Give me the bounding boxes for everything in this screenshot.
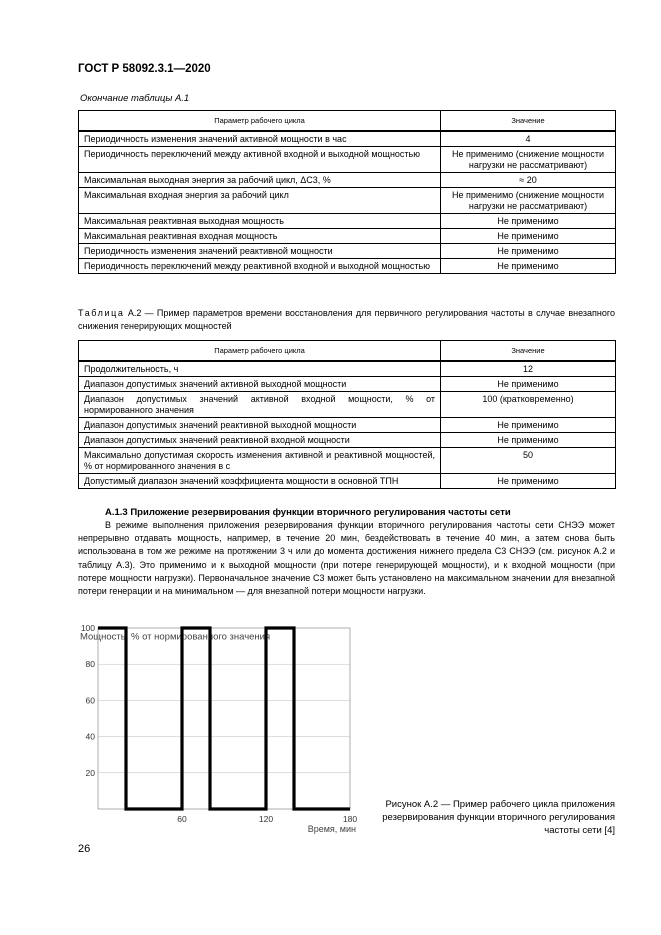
param-cell: Продолжительность, ч: [79, 361, 441, 377]
y-tick-label: 40: [85, 731, 95, 742]
value-cell: Не применимо: [441, 433, 616, 448]
value-cell: Не применимо: [441, 418, 616, 433]
chart-x-ticks: [177, 814, 357, 824]
value-cell: ≈ 20: [441, 173, 616, 188]
section-title: А.1.3 Приложение резервирования функции вторичного регулирования частоты сети: [105, 507, 511, 518]
document-id: ГОСТ Р 58092.3.1—2020: [78, 63, 211, 75]
table2-title: [78, 307, 615, 333]
table2-title-text: А.2 — Пример параметров времени восстановления для первичного регулирования частоты в случае внезапного снижения генерирующих мощностей: [78, 308, 615, 331]
table-row: [79, 361, 616, 377]
table2-header-value: Значение: [441, 341, 616, 362]
table-row: [79, 214, 616, 229]
param-cell: Диапазон допустимых значений активной выходной мощности: [79, 377, 441, 392]
table-row: [79, 377, 616, 392]
table2-label: Таблица: [78, 308, 125, 318]
table-row: [79, 433, 616, 448]
table-row: [79, 474, 616, 489]
table1-header-param: Параметр рабочего цикла: [79, 111, 441, 132]
table-row: [79, 229, 616, 244]
x-tick-label: 120: [258, 814, 274, 824]
x-tick-label: 60: [177, 814, 187, 824]
param-cell: Максимально допустимая скорость изменения активной и реактивной мощностей, % от нормированного значения в с: [79, 448, 441, 474]
table-row: [79, 244, 616, 259]
table-row: [79, 188, 616, 214]
y-tick-label: 80: [85, 659, 95, 670]
page-number: 26: [78, 843, 91, 855]
param-cell: Диапазон допустимых значений активной входной мощности, % от нормированного значения: [79, 392, 441, 418]
value-cell: Не применимо (снижение мощности нагрузки не рассматривают): [441, 188, 616, 214]
value-cell: Не применимо: [441, 214, 616, 229]
figure-caption: Рисунок А.2 — Пример рабочего цикла приложения резервирования функции вторичного регулирования частоты сети [4]: [382, 799, 615, 836]
param-cell: Периодичность переключений между реактивной входной и выходной мощностью: [79, 259, 441, 274]
chart-grid: [98, 628, 350, 809]
section-body: В режиме выполнения приложения резервирования функции вторичного регулирования частоты сети СНЭЭ может непрерывно отдавать мощность, например, в течение 20 мин, бездействовать в течение 40 мин, а затем снова быть использована в том же режиме на протяжении 3 ч или до момента достижения нижнего предела С3 СНЭЭ (см. рисунок А.2 и таблицу А.3). Это применимо и к выходной мощности (при потере генерирующей мощности), и к входной мощности (при потере мощности нагрузки). Первоначальное значение С3 может быть установлено на максимальном значении для внезапной потери генерации и на минимальном — для внезапной потери мощности нагрузки.: [78, 520, 615, 597]
value-cell: Не применимо: [441, 474, 616, 489]
param-cell: Периодичность изменения значений реактивной мощности: [79, 244, 441, 259]
value-cell: 100 (кратковременно): [441, 392, 616, 418]
chart-series-line: [98, 628, 350, 809]
chart-y-ticks: [81, 623, 95, 778]
table-row: [79, 259, 616, 274]
table2-header-param: Параметр рабочего цикла: [79, 341, 441, 362]
table-row: [79, 392, 616, 418]
param-cell: Максимальная реактивная входная мощность: [79, 229, 441, 244]
value-cell: Не применимо: [441, 259, 616, 274]
x-tick-label: 180: [342, 814, 358, 824]
table-row: [79, 131, 616, 147]
y-tick-label: 60: [85, 695, 95, 706]
table1: [78, 110, 616, 274]
chart-frame: [98, 628, 350, 809]
value-cell: Не применимо: [441, 377, 616, 392]
table1-header-value: Значение: [441, 111, 616, 132]
value-cell: 4: [441, 131, 616, 147]
param-cell: Допустимый диапазон значений коэффициента мощности в основной ТПН: [79, 474, 441, 489]
param-cell: Максимальная реактивная выходная мощность: [79, 214, 441, 229]
value-cell: 50: [441, 448, 616, 474]
param-cell: Диапазон допустимых значений реактивной входной мощности: [79, 433, 441, 448]
param-cell: Диапазон допустимых значений реактивной выходной мощности: [79, 418, 441, 433]
chart-ylabel: Мощность, % от нормированного значения: [80, 631, 271, 643]
table-row: [79, 418, 616, 433]
table-row: [79, 448, 616, 474]
table1-caption: Окончание таблицы А.1: [80, 93, 190, 104]
table-row: [79, 147, 616, 173]
duty-cycle-chart: [60, 623, 360, 840]
y-tick-label: 100: [80, 623, 95, 633]
param-cell: Периодичность изменения значений активной мощности в час: [79, 131, 441, 147]
value-cell: 12: [441, 361, 616, 377]
y-tick-label: 20: [85, 767, 95, 778]
value-cell: Не применимо: [441, 244, 616, 259]
param-cell: Периодичность переключений между активной входной и выходной мощностью: [79, 147, 441, 173]
value-cell: Не применимо: [441, 229, 616, 244]
value-cell: Не применимо (снижение мощности нагрузки не рассматривают): [441, 147, 616, 173]
table-row: [79, 173, 616, 188]
table2: [78, 340, 616, 489]
param-cell: Максимальная входная энергия за рабочий цикл: [79, 188, 441, 214]
param-cell: Максимальная выходная энергия за рабочий цикл, ΔС3, %: [79, 173, 441, 188]
chart-xlabel: Время, мин: [307, 824, 356, 834]
